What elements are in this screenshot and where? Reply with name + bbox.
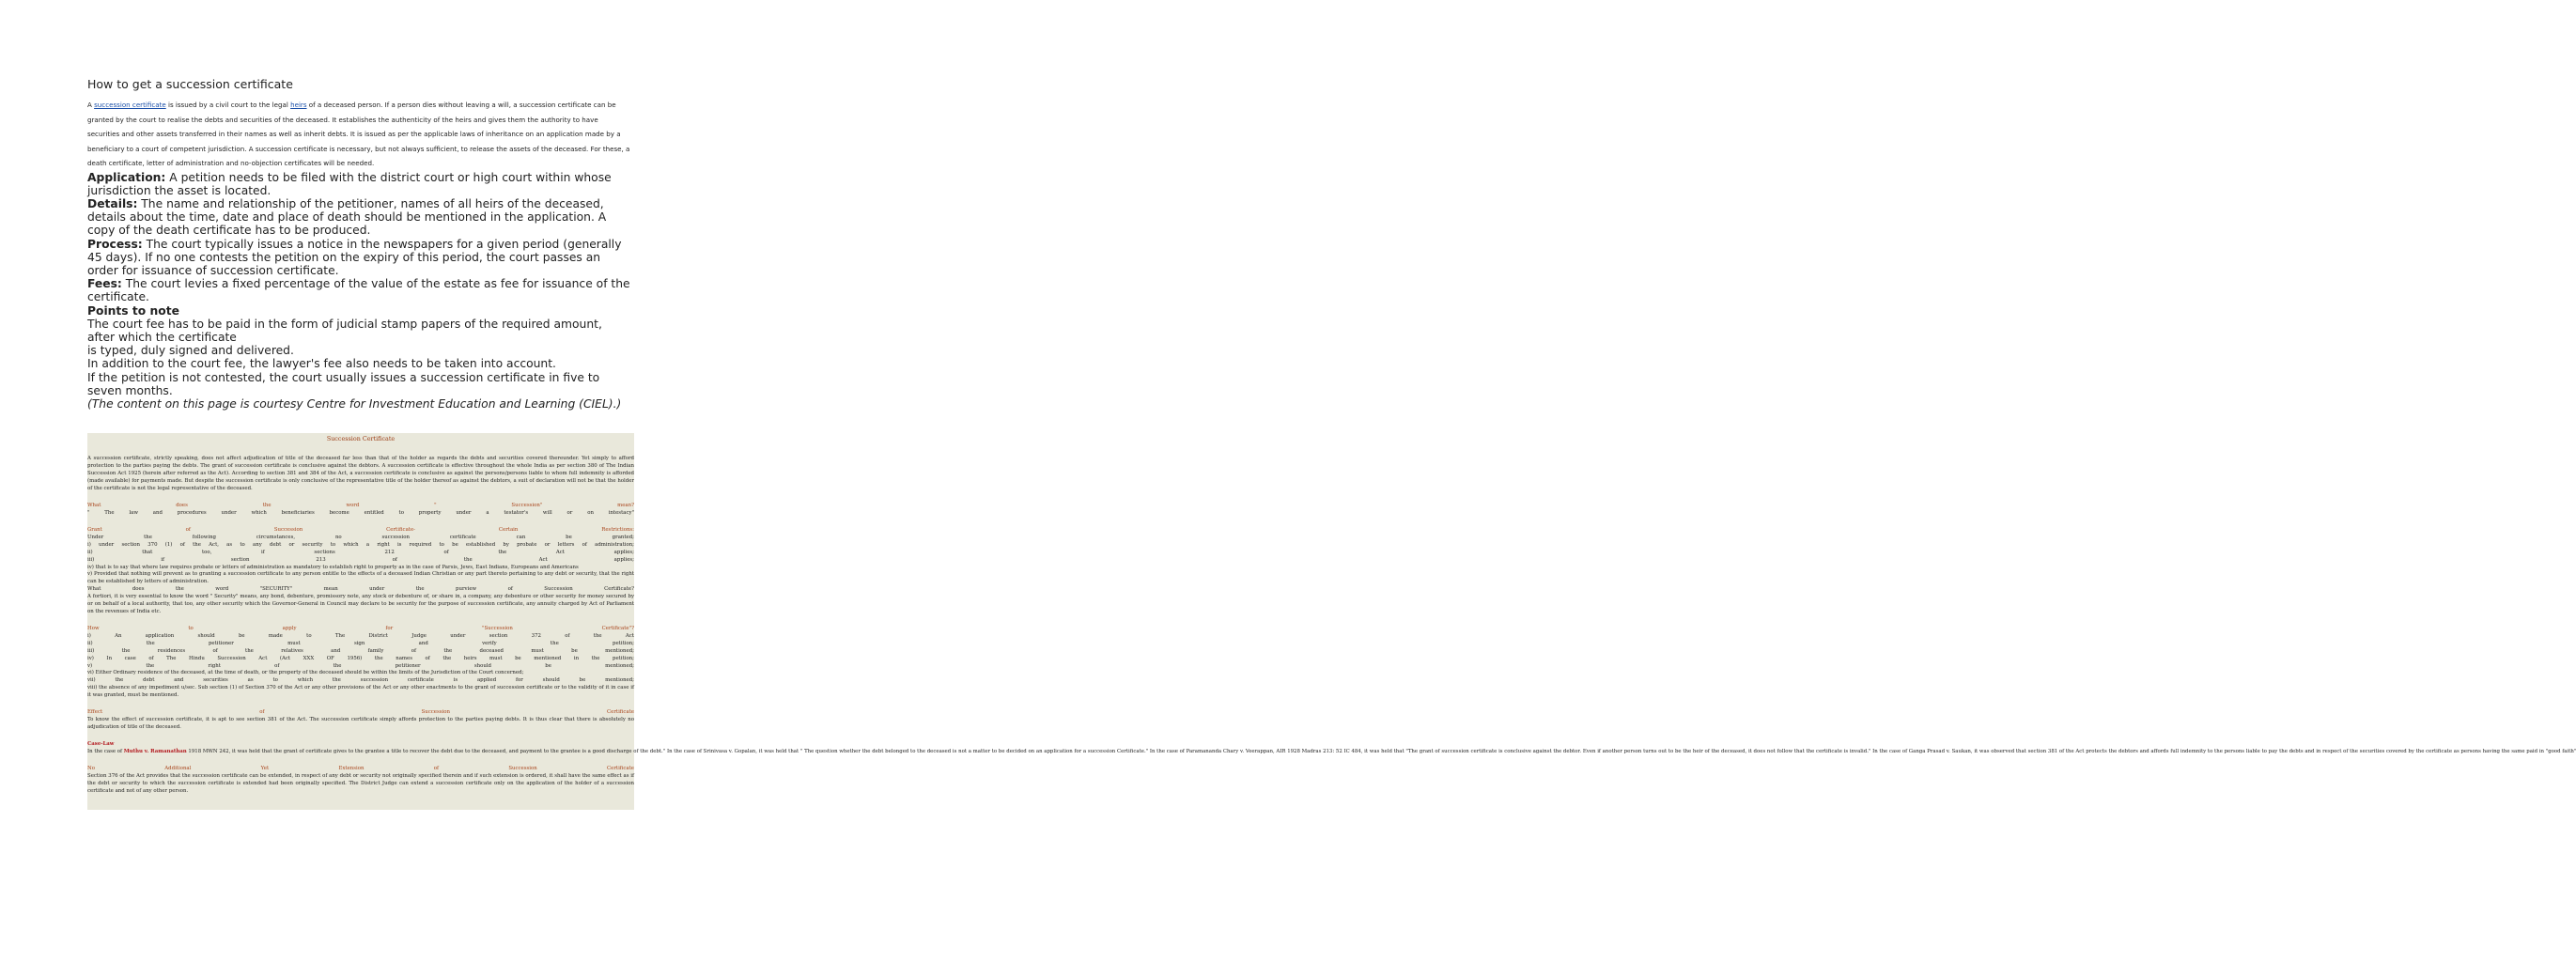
succession-certificate-panel <box>87 433 2576 810</box>
point-stamp-papers-cont: is typed, duly signed and delivered. <box>87 344 294 358</box>
what-text: " The law and procedures under which beneficiaries become entitled to property under a testator's will or on intestacy" <box>87 509 634 516</box>
intro-paragraph: A succession certificate is issued by a civil court to the legal heirs of a deceased person. If a person dies without leaving a will, a succession certificate can be granted by the court to realise the debts and securities of the deceased. It establishes the authenticity of the heirs and gives them the authority to have securities and other assets transferred in their names as well as inherit debts. It is issued as per the applicable laws of inheritance on an application made by a beneficiary to a court of competent jurisdiction. A succession certificate is necessary, but not always sufficient, to release the assets of the deceased. For these, a death certificate, letter of administration and no-objection certificates will be needed. <box>87 101 630 167</box>
extension-text: Section 376 of the Act provides that the succession certificate can be extended, in respect of any debt or security not originally specified therein and if such extension is ordered, it shall have the same effect as if the debt or security to which the succession certificate is extended had been originally specified. The District Judge can extend a succession certificate only on the application of the holder of a succession certificate and not of any other person. <box>87 772 634 794</box>
fees-paragraph: Fees: The court levies a fixed percentage of the value of the estate as fee for issuance of the certificate. <box>87 277 630 304</box>
effect-heading: Effect of Succession Certificate <box>87 709 634 715</box>
point-timeline: If the petition is not contested, the court usually issues a succession certificate in five to seven months. <box>87 370 600 397</box>
extension-heading: No Additional Yet Extension of Succession Certificate <box>87 766 634 771</box>
panel-intro: A succession certificate, strictly speaking, does not affect adjudication of title of the deceased far less than that of the holder as regards the debts and securities covered thereunder. Yet simply to afford protection to the parties paying the debts. The grant of succession certificate is conclusive against the debtors. A succession certificate is effective throughout the whole India as per section 380 of The Indian Succession Act 1925 (herein after referred as the Act). According to section 381 and 384 of the Act, a succession certificate is conclusive as against the persons/persons liable to whom full indemnity is afforded (made available) for payments made. But despite the succession certificate is only conclusive of the representative title of the holder thereof as against the debtors, a suit of declaration will not be that the holder of the certificate is not the legal representative of the deceased. <box>87 456 634 491</box>
caselaw-text: In the case of Muthu v. Ramanathan 1918 MWN 242, it was held that the grant of certificate gives to the grantee a title to recover the debt due to the deceased, and payment to the grantee is a good discharge of the debt." In the case of Srinivasa v. Gopalan, it was held that " The question whether the debt belonged to the deceased is not a matter to be decided on an application for a succession Certificate." In the case of Paramananda Chary v. Veerappan, AIR 1928 Madras 213: 52 IC 484, it was held that "The grant of succession certificate is conclusive against the debtor. Even if another person turns out to be the heir of the deceased, it does not follow that the certificate is invalid." In the case of Ganga Prasad v. Saukan, it was observed that section 381 of the Act protects the debtors and affords full indemnity to the persons liable to pay the debts and in respect of the securities covered by the certificate as persons having the same paid in "good faith" <box>87 748 2576 754</box>
what-section <box>87 503 634 518</box>
application-paragraph: Application: A petition needs to be filed with the district court or high court within whose jurisdiction the asset is located. <box>87 170 612 197</box>
heirs-link[interactable]: heirs <box>290 101 307 109</box>
succession-certificate-link[interactable]: succession certificate <box>94 101 166 109</box>
effect-text: To know the effect of succession certificate, it is apt to see section 381 of the Act. The succession certificate simply affords protection to the parties paying debts. It is thus clear that there is absolutely no adjudication of title of the deceased. <box>87 716 634 730</box>
caselaw-heading: Case-Law <box>87 741 115 747</box>
panel-title: Succession Certificate <box>326 435 396 442</box>
how-heading: How to apply for "Succession Certificate"? <box>87 626 634 631</box>
points-heading: Points to note <box>87 303 179 318</box>
courtesy-note: (The content on this page is courtesy Centre for Investment Education and Learning (CIEL).) <box>87 396 622 411</box>
caselaw-section <box>87 741 2576 756</box>
article <box>87 77 632 411</box>
what-heading: What does the word " Succession" mean? <box>87 503 634 508</box>
process-paragraph: Process: The court typically issues a notice in the newspapers for a given period (generally 45 days). If no one contests the petition on the expiry of this period, the court passes an order for issuance of succession certificate. <box>87 237 622 277</box>
grant-section: Grant of Succession Certificate- Certain Restrictions: Under the following circumstances, no succession certificate can be granted; i) under section 370 (1) of the Act, as to any debt or security to which a right is required to be established by probate or letters of administration; ii) that too, if sections 212 of the Act applies; iii) if section 213 of the Act applies; iv) that is to say that where law requires probate or letters of administration as mandatory to establish right to property as in the case of Parsis, Jews, East Indians, Europeans and Americans v) Provided that nothing will prevent as to granting a succession certificate to any person entitle to the effects of a deceased Indian Christian or any part thereto pertaining to any debt or security, that the right can be established by letters of administration. What does the word "SECURITY" mean under the purview of Succession Certificate? A fortiori, it is very essential to know the word " Security" means, any bond, debenture, promissory note, any stock or debenture of, or share in, a company, any debenture or other security for money secured by or on behalf of a local authority, that too, any other security which the Governor-General in Council may declare to be security for the purpose of succession certificate, any annuity charged by Act of Parliament on the revenues of India etc. <box>87 527 634 614</box>
extension-section <box>87 766 634 796</box>
point-stamp-papers: The court fee has to be paid in the form of judicial stamp papers of the required amount, after which the certificate <box>87 317 602 344</box>
how-section: How to apply for "Succession Certificate"? i) An application should be made to The District Judge under section 372 of the Act ii) the petitioner must sign and verify the petition; iii) the residences of the relatives and family of the deceased must be mentioned; iv) In case of The Hindu Succession Act (Act XXX OF 1956) the names of the heirs must be mentioned in the petition; v) the right of the petitioner should be mentioned; vi) Either Ordinary residence of the deceased, at the time of death, or the property of the deceased should be within the limits of the Jurisdiction of the Court concerned; vii) the debt and securities as to which the succession certificate is applied for should be mentioned; viii) the absence of any impediment u/sec. Sub section (1) of Section 370 of the Act or any other provisions of the Act or any other enactments to the grant of succession certificate or to the validity of it in case if it was granted, must be mentioned. <box>87 626 634 699</box>
details-paragraph: Details: The name and relationship of the petitioner, names of all heirs of the deceased, details about the time, date and place of death should be mentioned in the application. A copy of the death certificate has to be produced. <box>87 196 607 238</box>
effect-section <box>87 709 634 732</box>
point-lawyer-fee: In addition to the court fee, the lawyer's fee also needs to be taken into account. <box>87 357 556 371</box>
grant-heading: Grant of Succession Certificate- Certain Restrictions: <box>87 527 634 533</box>
article-title: How to get a succession certificate <box>87 77 293 91</box>
